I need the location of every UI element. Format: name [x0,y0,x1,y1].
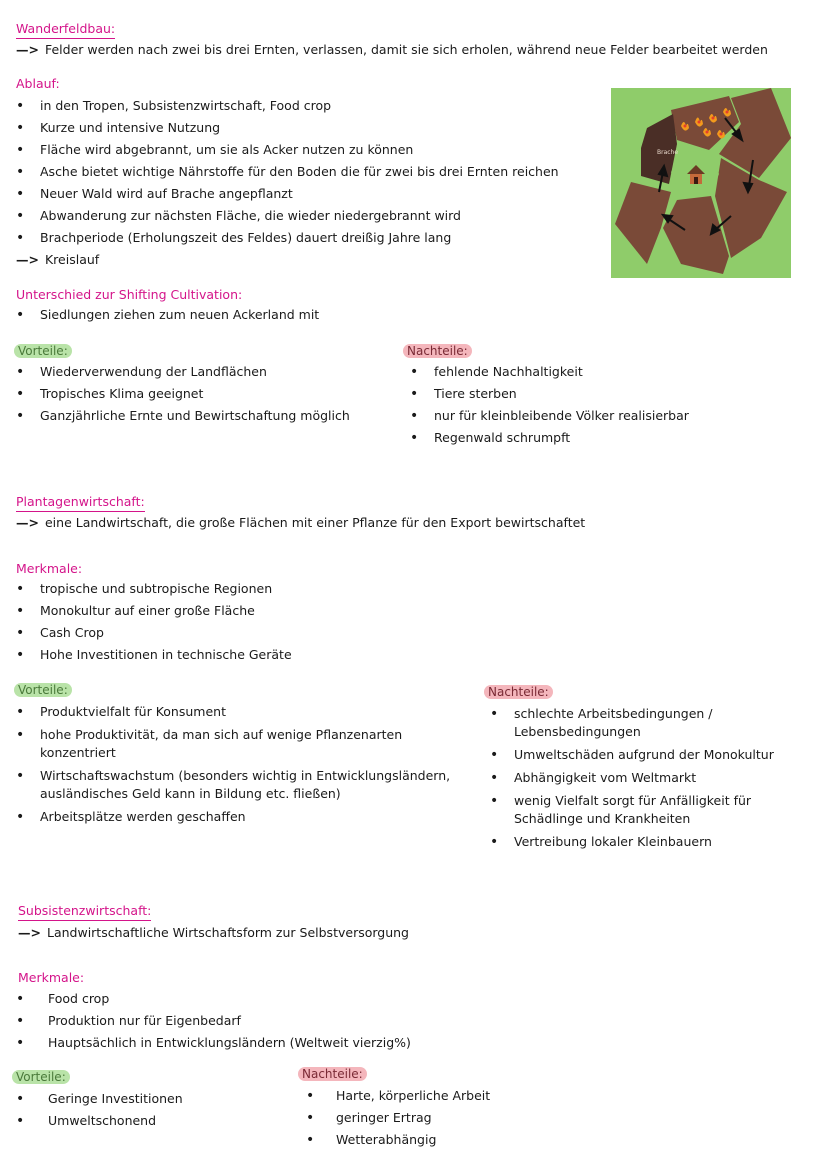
nachteile-badge: Nachteile: [403,344,472,358]
list-item: • wenig Vielfalt sorgt für Anfälligkeit für Schädlinge und Krankheiten [490,792,790,828]
list-item: • Vertreibung lokaler Kleinbauern [490,833,790,851]
definition-plantagen [16,515,585,531]
vorteile-badge: Vorteile: [12,1070,70,1084]
nachteile-list [410,361,750,449]
nachteile-badge: Nachteile: [484,685,553,699]
shifting-cultivation-diagram [611,88,791,278]
nachteile-list [306,1085,490,1151]
list-item: • Harte, körperliche Arbeit [306,1085,490,1107]
unterschied-list [16,304,319,326]
list-item: • Tropisches Klima geeignet [16,383,386,405]
arrow-icon: —> [16,252,39,267]
list-item: • Arbeitsplätze werden geschaffen [16,808,466,826]
list-item: • fehlende Nachhaltigkeit [410,361,750,383]
list-item: • Wetterabhängig [306,1129,490,1151]
vorteile-list [16,1088,183,1132]
list-item: • Wiederverwendung der Landflächen [16,361,386,383]
kreislauf-text: Kreislauf [44,252,100,267]
list-item: • Abhängigkeit vom Weltmarkt [490,769,790,787]
merkmale-title: Merkmale: [18,970,85,985]
definition-subsistenz [18,925,409,941]
merkmale-list [16,578,292,666]
list-item: • Wirtschaftswachstum (besonders wichtig in Entwicklungsländern, ausländisches Geld kann in Bildung etc. fließen) [16,767,466,803]
list-item: • Abwanderung zur nächsten Fläche, die wieder niedergebrannt wird [16,205,606,227]
list-item: • Cash Crop [16,622,292,644]
vorteile-list [16,703,466,831]
merkmale-list [16,988,411,1054]
list-item: • Hohe Investitionen in technische Geräte [16,644,292,666]
list-item: • Neuer Wald wird auf Brache angepflanzt [16,183,606,205]
list-item: • nur für kleinbleibende Völker realisierbar [410,405,750,427]
list-item: • Tiere sterben [410,383,750,405]
list-item: • Brachperiode (Erholungszeit des Feldes) dauert dreißig Jahre lang [16,227,606,249]
list-item: • Geringe Investitionen [16,1088,183,1110]
unterschied-title: Unterschied zur Shifting Cultivation: [16,287,243,302]
list-item: • Regenwald schrumpft [410,427,750,449]
list-item: • Hauptsächlich in Entwicklungsländern (Weltweit vierzig%) [16,1032,411,1054]
list-item: • geringer Ertrag [306,1107,490,1129]
list-item: • Asche bietet wichtige Nährstoffe für den Boden die für zwei bis drei Ernten reichen [16,161,606,183]
section-title-wanderfeldbau: Wanderfeldbau: [16,21,115,39]
section-title-subsistenz: Subsistenzwirtschaft: [18,903,151,921]
definition-wanderfeldbau [16,42,768,58]
list-item: • Fläche wird abgebrannt, um sie als Acker nutzen zu können [16,139,606,161]
list-item: • Food crop [16,988,411,1010]
list-item: • Kurze und intensive Nutzung [16,117,606,139]
merkmale-title: Merkmale: [16,561,83,576]
hut-door [694,177,698,184]
list-item: • Ganzjährliche Ernte und Bewirtschaftung möglich [16,405,386,427]
list-item: • Produktvielfalt für Konsument [16,703,466,721]
list-item: • schlechte Arbeitsbedingungen / Lebensbedingungen [490,705,790,741]
list-item: • in den Tropen, Subsistenzwirtschaft, Food crop [16,95,606,117]
arrow-icon: —> [16,515,39,530]
ablauf-list [16,95,606,249]
vorteile-badge: Vorteile: [14,683,72,697]
list-item: • tropische und subtropische Regionen [16,578,292,600]
list-item: • Umweltschäden aufgrund der Monokultur [490,746,790,764]
list-item: • Monokultur auf einer große Fläche [16,600,292,622]
kreislauf-line [16,252,99,268]
brache-label: Brache [657,149,679,156]
list-item: • Umweltschonend [16,1110,183,1132]
vorteile-badge: Vorteile: [14,344,72,358]
nachteile-badge: Nachteile: [298,1067,367,1081]
vorteile-list [16,361,386,427]
definition-text: Felder werden nach zwei bis drei Ernten, verlassen, damit sie sich erholen, während neue Felder bearbeitet werden [44,42,768,57]
nachteile-list [490,705,790,856]
list-item: • Siedlungen ziehen zum neuen Ackerland mit [16,304,319,326]
arrow-icon: —> [18,925,41,940]
list-item: • hohe Produktivität, da man sich auf wenige Pflanzenarten konzentriert [16,726,466,762]
section-title-plantagen: Plantagenwirtschaft: [16,494,145,512]
ablauf-title: Ablauf: [16,76,60,91]
definition-text: eine Landwirtschaft, die große Flächen mit einer Pflanze für den Export bewirtschaftet [44,515,586,530]
arrow-icon: —> [16,42,39,57]
definition-text: Landwirtschaftliche Wirtschaftsform zur Selbstversorgung [46,925,409,940]
list-item: • Produktion nur für Eigenbedarf [16,1010,411,1032]
